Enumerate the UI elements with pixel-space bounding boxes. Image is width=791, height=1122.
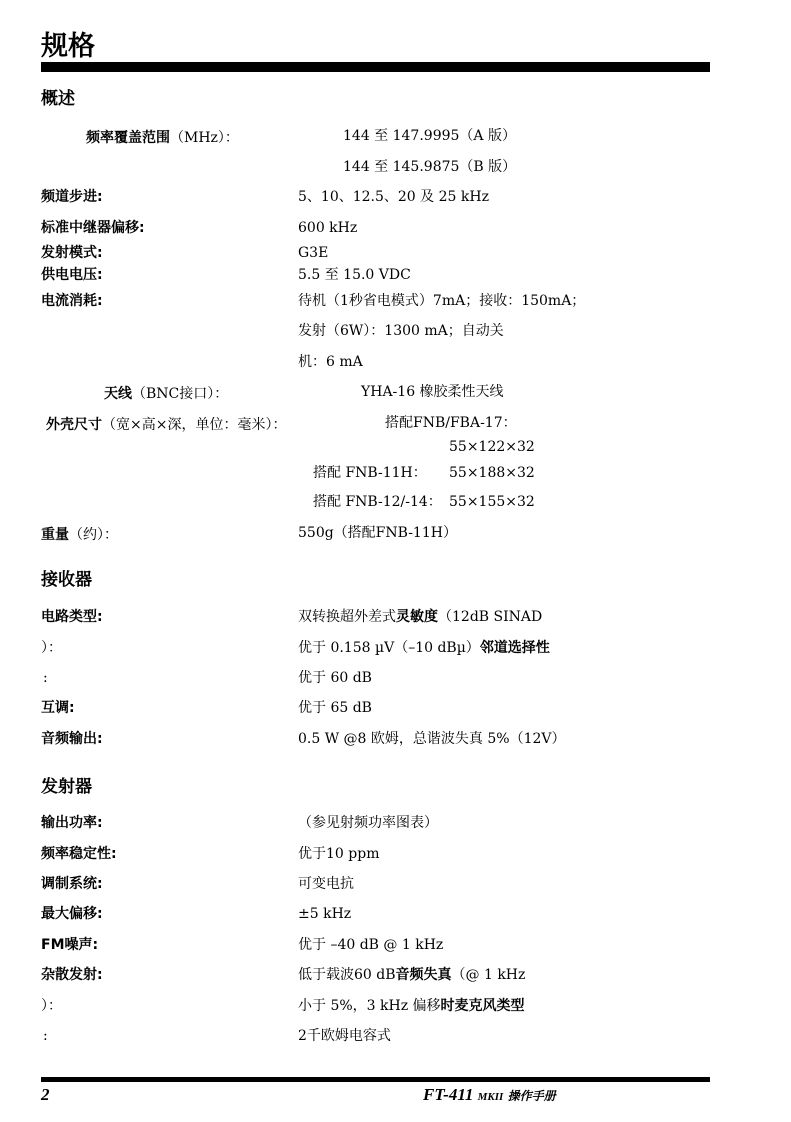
freq-range-a: 144 至 147.9995（A 版） [343, 128, 516, 144]
case-fba17-value: 55×122×32 [449, 439, 535, 455]
case-12-value: 55×155×32 [449, 494, 535, 510]
emission-mode-value: G3E [298, 245, 329, 261]
weight-label: 重量（约）： [41, 527, 118, 543]
section-heading-general: 概述 [41, 89, 75, 109]
page-number: 2 [41, 1085, 50, 1104]
intermod-value: 优于 65 dB [298, 700, 372, 716]
section-heading-transmitter: 发射器 [41, 777, 92, 797]
circuit-type-label: 电路类型: [41, 609, 103, 625]
selectivity-value: 优于 60 dB [298, 670, 372, 686]
case-12-label: 搭配 FNB-12/-14： [313, 494, 442, 510]
freq-range-b: 144 至 145.9875（B 版） [343, 159, 517, 175]
repeater-offset-label: 标准中继器偏移: [41, 220, 145, 236]
sensitivity-paren: ）： [41, 640, 62, 656]
current-drain-label: 电流消耗: [41, 293, 103, 309]
footer-rule [41, 1077, 710, 1082]
output-power-label: 输出功率: [41, 815, 103, 831]
spurious-value: 低于载波60 dB音频失真（@ 1 kHz [298, 967, 526, 983]
antenna-label: 天线（BNC接口）： [104, 386, 229, 402]
current-drain-line3: 机：6 mA [298, 354, 363, 370]
fm-noise-value: 优于 –40 dB @ 1 kHz [298, 937, 444, 953]
audio-output-value: 0.5 W @8 欧姆，总谐波失真 5%（12V） [298, 731, 566, 747]
circuit-type-value: 双转换超外差式灵敏度（12dB SINAD [298, 609, 543, 625]
supply-voltage-label: 供电电压: [41, 267, 103, 283]
case-11h-value: 55×188×32 [449, 465, 535, 481]
modulation-label: 调制系统: [41, 876, 103, 892]
current-drain-line1: 待机（1秒省电模式）7mA；接收：150mA； [298, 293, 586, 309]
freq-range-label: 频率覆盖范围（MHz）： [86, 130, 239, 146]
freq-stability-value: 优于10 ppm [298, 846, 380, 862]
selectivity-colon: : [43, 670, 48, 686]
case-size-label: 外壳尺寸（宽×高×深，单位：毫米）： [46, 417, 287, 433]
intermod-label: 互调: [41, 700, 75, 716]
sensitivity-value: 优于 0.158 µV（–10 dBµ）邻道选择性 [298, 640, 550, 656]
channel-step-value: 5、10、12.5、20 及 25 kHz [298, 189, 489, 205]
current-drain-line2: 发射（6W）：1300 mA；自动关 [298, 323, 504, 339]
mic-type-value: 2千欧姆电容式 [298, 1028, 391, 1044]
weight-value: 550g（搭配FNB-11H） [298, 525, 457, 541]
channel-step-label: 频道步进: [41, 189, 103, 205]
case-11h-label: 搭配 FNB-11H： [313, 465, 427, 481]
footer-manual-title: FT-411 MKII 操作手册 [423, 1085, 556, 1104]
modulation-value: 可变电抗 [298, 876, 354, 892]
fm-noise-label: FM噪声: [41, 937, 99, 953]
title-rule [41, 62, 710, 72]
mic-type-colon: : [43, 1028, 48, 1044]
page-title: 规格 [41, 31, 95, 62]
distortion-value: 小于 5%，3 kHz 偏移时麦克风类型 [298, 998, 525, 1014]
supply-voltage-value: 5.5 至 15.0 VDC [298, 267, 411, 283]
max-deviation-label: 最大偏移: [41, 906, 103, 922]
section-heading-receiver: 接收器 [41, 570, 92, 590]
output-power-value: （参见射频功率图表） [298, 815, 438, 831]
emission-mode-label: 发射模式: [41, 245, 103, 261]
repeater-offset-value: 600 kHz [298, 220, 358, 236]
case-fba17-label: 搭配FNB/FBA-17： [385, 415, 517, 431]
distortion-paren: ）： [41, 998, 62, 1014]
antenna-value: YHA-16 橡胶柔性天线 [361, 384, 504, 400]
spurious-label: 杂散发射: [41, 967, 103, 983]
audio-output-label: 音频输出: [41, 731, 103, 747]
freq-stability-label: 频率稳定性: [41, 846, 117, 862]
max-deviation-value: ±5 kHz [298, 906, 352, 922]
